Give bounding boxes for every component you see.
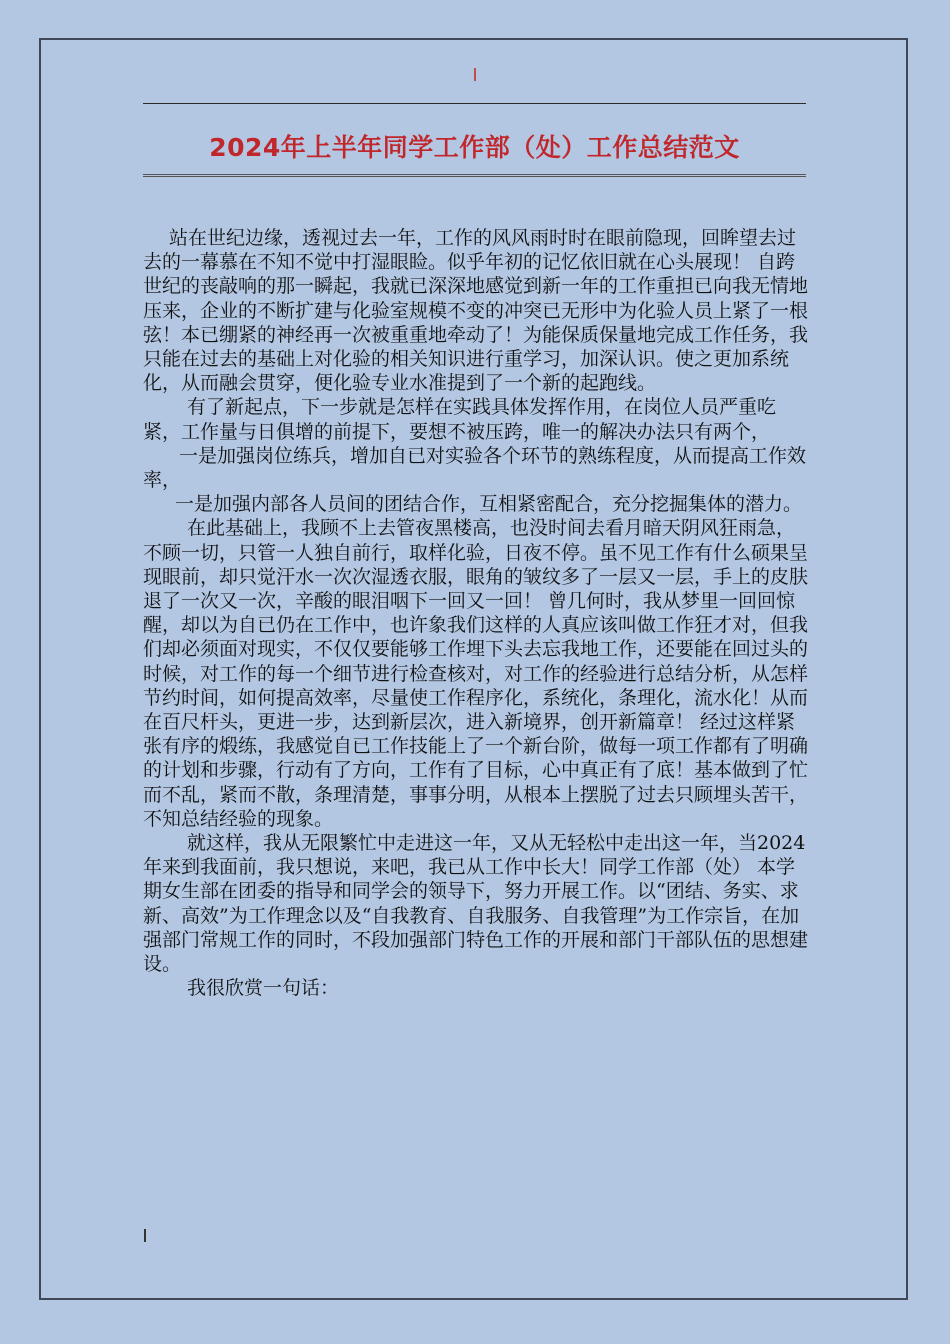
paragraph-4: 一是加强内部各人员间的团结合作，互相紧密配合，充分挖掘集体的潜力。 [175,493,803,516]
footer-mark [144,1229,146,1242]
paragraph-2: 有了新起点，下一步就是怎样在实践具体发挥作用，在岗位人员严重吃紧，工作量与日俱增的前提下，要想不被压跨，唯一的解决办法只有两个， [143,396,777,443]
paragraph-1: 站在世纪边缘，透视过去一年，工作的风风雨时时在眼前隐现，回眸望去过去的一幕慕在不知不觉中打湿眼睑。似乎年初的记忆依旧就在心头展现！ 自跨世纪的丧敲响的那一瞬起，我就已深深地感觉到新一年的工作重担已向我无情地压来，企业的不断扩建与化验室规模不变的冲突已无形中为化验人员上紧了一根弦！本已绷紧的神经再一次被重重地牵动了！为能保质保量地完成工作任务，我只能在过去的基础上对化验的相关知识进行重学习，加深认识。使之更加系统化，从而融会贯穿，便化验专业水准提到了一个新的起跑线。 [143,227,809,395]
paragraph-6: 就这样，我从无限繁忙中走进这一年，又从无轻松中走出这一年，当2024年来到我面前，我只想说，来吧，我已从工作中长大！同学工作部（处） 本学期女生部在团委的指导和同学会的领导下，努力开展工作。以“团结、务实、求新、高效”为工作理念以及“自我教育、自我服务、自我管理”为工作宗旨，在加强部门常规工作的同时，不段加强部门特色工作的开展和部门干部队伍的思想建设。 [143,832,809,976]
title-underline [143,174,806,177]
header-mark [474,68,476,81]
paragraph-7: 我很欣赏一句话： [187,977,340,1000]
document-body [143,226,811,1001]
document-title: 2024年上半年同学工作部（处）工作总结范文 [209,133,740,162]
header-rule [143,103,806,104]
paragraph-5: 在此基础上，我顾不上去管夜黑楼高，也没时间去看月暗天阴风狂雨急，不顾一切，只管一人独自前行，取样化验，日夜不停。虽不见工作有什么硕果呈现眼前，却只觉汗水一次次湿透衣服，眼角的皱纹多了一层又一层，手上的皮肤退了一次又一次，辛酸的眼泪咽下一回又一回！ 曾几何时，我从梦里一回回惊醒，却以为自已仍在工作中，也许象我们这样的人真应该叫做工作狂才对，但我们却必须面对现实，不仅仅要能够工作埋下头去忘我地工作，还要能在回过头的时候，对工作的每一个细节进行检查核对，对工作的经验进行总结分析，从怎样节约时间，如何提高效率，尽量使工作程序化，系统化，条理化，流水化！从而在百尺杆头，更进一步，达到新层次，进入新境界，创开新篇章！ 经过这样紧张有序的煅练，我感觉自已工作技能上了一个新台阶，做每一项工作都有了明确的计划和步骤，行动有了方向，工作有了目标，心中真正有了底！基本做到了忙而不乱，紧而不散，条理清楚，事事分明，从根本上摆脱了过去只顾埋头苦干，不知总结经验的现象。 [143,517,809,830]
paragraph-3: 一是加强岗位练兵，增加自已对实验各个环节的熟练程度，从而提高工作效率， [143,444,807,492]
